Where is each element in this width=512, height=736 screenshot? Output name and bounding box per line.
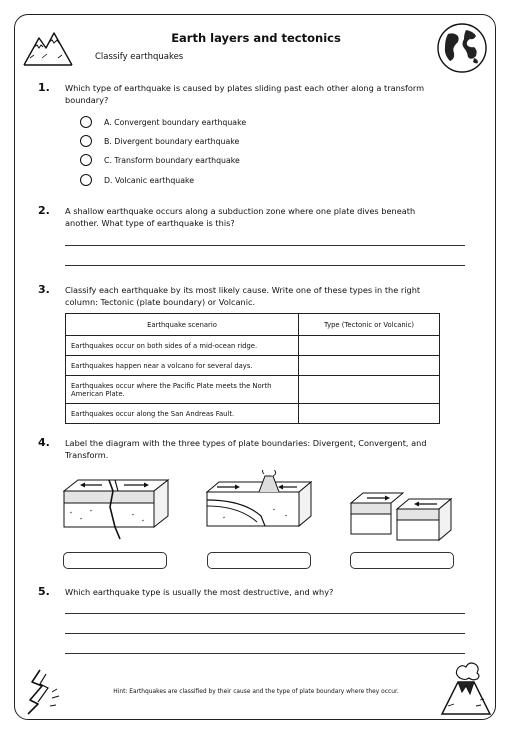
transform-boundary-diagram <box>347 489 457 547</box>
question-4-number: 4. <box>38 436 50 449</box>
scenario-cell: Earthquakes occur along the San Andreas Fault. <box>66 404 299 424</box>
table-row <box>66 356 440 376</box>
question-5-text: Which earthquake type is usually the most destructive, and why? <box>65 587 334 597</box>
transform-label-box[interactable] <box>350 552 454 569</box>
answer-cell[interactable] <box>299 336 440 356</box>
answer-line[interactable] <box>65 613 465 614</box>
scenario-cell: Earthquakes happen near a volcano for several days. <box>66 356 299 376</box>
table-header-scenario: Earthquake scenario <box>66 314 299 336</box>
globe-icon <box>436 22 488 74</box>
question-1-number: 1. <box>38 81 50 94</box>
table-row <box>66 336 440 356</box>
option-c-label: C. Transform boundary earthquake <box>104 156 240 165</box>
option-c-radio[interactable] <box>80 154 92 166</box>
volcano-icon <box>440 656 492 716</box>
table-row <box>66 376 440 404</box>
answer-cell[interactable] <box>299 404 440 424</box>
option-d-radio[interactable] <box>80 174 92 186</box>
answer-line[interactable] <box>65 265 465 266</box>
hint-text: Hint: Earthquakes are classified by their cause and the type of plate boundary where they occur. <box>113 689 399 695</box>
answer-cell[interactable] <box>299 356 440 376</box>
answer-line[interactable] <box>65 245 465 246</box>
option-d-label: D. Volcanic earthquake <box>104 176 195 185</box>
answer-cell[interactable] <box>299 376 440 404</box>
question-3-number: 3. <box>38 283 50 296</box>
question-2-text: A shallow earthquake occurs along a subduction zone where one plate dives beneath another. What type of earthquake is this? <box>65 206 416 228</box>
option-b-label: B. Divergent boundary earthquake <box>104 137 240 146</box>
question-4-text: Label the diagram with the three types of plate boundaries: Divergent, Convergent, and Transform. <box>65 438 427 460</box>
divergent-boundary-diagram <box>60 477 170 549</box>
scenario-cell: Earthquakes occur where the Pacific Plate meets the North American Plate. <box>66 376 299 404</box>
classification-table <box>65 313 440 424</box>
table-row <box>66 404 440 424</box>
option-a-label: A. Convergent boundary earthquake <box>104 118 247 127</box>
question-2-number: 2. <box>38 204 50 217</box>
question-1-text: Which type of earthquake is caused by plates sliding past each other along a transform boundary? <box>65 83 425 105</box>
question-3-text: Classify each earthquake by its most likely cause. Write one of these types in the right column: Tectonic (plate boundary) or Volcanic. <box>65 285 421 307</box>
convergent-label-box[interactable] <box>207 552 311 569</box>
page-subtitle: Classify earthquakes <box>95 52 184 62</box>
table-header-type: Type (Tectonic or Volcanic) <box>299 314 440 336</box>
page-title: Earth layers and tectonics <box>171 31 341 45</box>
scenario-cell: Earthquakes occur on both sides of a mid-ocean ridge. <box>66 336 299 356</box>
answer-line[interactable] <box>65 653 465 654</box>
question-5-number: 5. <box>38 585 50 598</box>
option-b-radio[interactable] <box>80 135 92 147</box>
convergent-boundary-diagram <box>203 470 315 549</box>
option-a-radio[interactable] <box>80 116 92 128</box>
divergent-label-box[interactable] <box>63 552 167 569</box>
answer-line[interactable] <box>65 633 465 634</box>
